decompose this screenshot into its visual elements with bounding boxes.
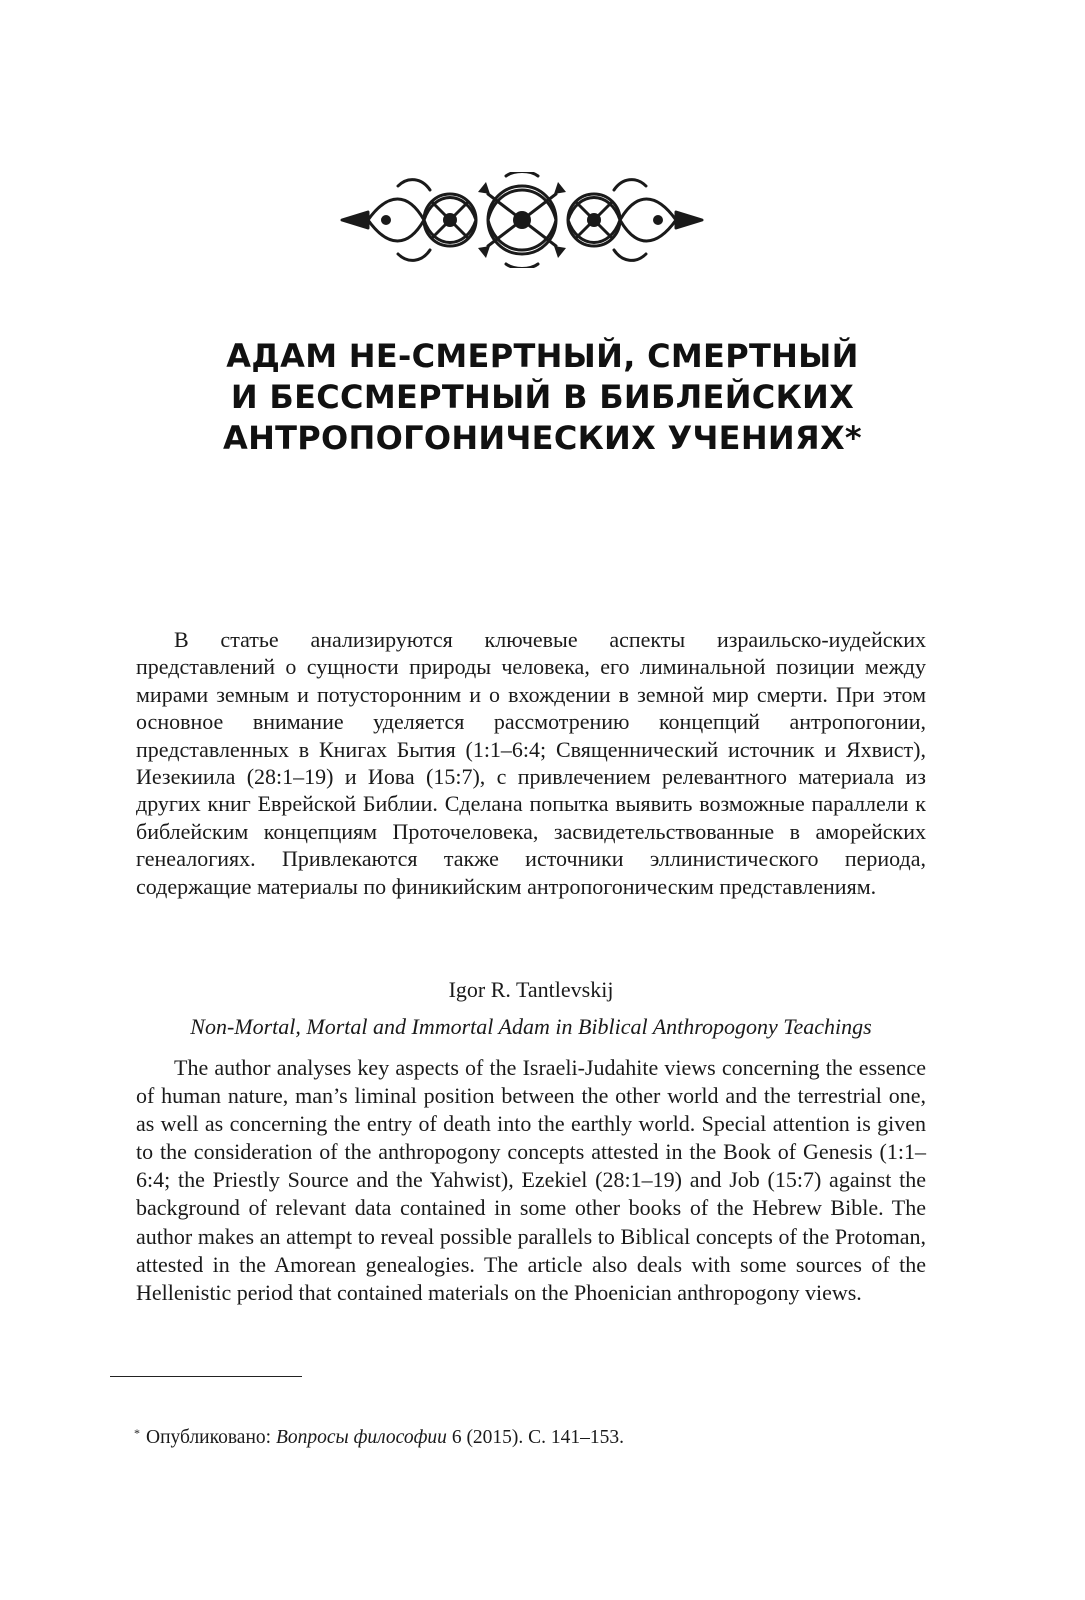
footnote-suffix: 6 (2015). С. 141–153. — [446, 1427, 625, 1448]
footnote-prefix: Опубликовано: — [146, 1427, 276, 1448]
footnote — [134, 1420, 934, 1451]
celtic-knot-ornament-icon — [338, 172, 706, 268]
article-title — [150, 336, 935, 459]
author-name: Igor R. Tantlevskij — [448, 977, 614, 1002]
footnote-marker: * — [134, 1426, 140, 1440]
title-line-2: И БЕССМЕРТНЫЙ В БИБЛЕЙСКИХ — [230, 378, 855, 416]
footnote-journal: Вопросы философии — [275, 1427, 447, 1448]
title-line-3: АНТРОПОГОНИЧЕСКИХ УЧЕНИЯХ* — [223, 419, 862, 457]
title-line-1: АДАМ НЕ-СМЕРТНЫЙ, СМЕРТНЫЙ — [226, 337, 859, 375]
abstract-russian: В статье анализируются ключевые аспекты израильско-иудейских представлений о сущности природы человека, его лиминальной позиции между мирами земным и потусторонним и о вхождении в земной мир смерти. При этом основное внимание уделяется рассмотрению концепций антропогонии, представленных в Книгах Бытия (1:1–6:4; Священнический источник и Яхвист), Иезекиила (28:1–19) и Иова (15:7), с привлечением релевантного материала из других книг Еврейской Библии. Сделана попытка выявить возможные параллели к библейским концепциям Проточеловека, засвидетельствованные в аморейских генеалогиях. Привлекаются также источники эллинистического периода, содержащие материалы по финикийским антропогоническим представлениям. — [136, 627, 926, 899]
footnote-divider — [110, 1376, 302, 1377]
article-title-english: Non-Mortal, Mortal and Immortal Adam in Biblical Anthropogony Teachings — [190, 1014, 872, 1039]
abstract-english: The author analyses key aspects of the Israeli-Judahite views concerning the essence of human nature, man’s liminal position between the other world and the terrestrial one, as well as concerning the entry of death into the earthly world. Special attention is given to the consideration of the anthropogony concepts attested in the Book of Genesis (1:1–6:4; the Priestly Source and the Yahwist), Ezekiel (28:1–19) and Job (15:7) against the background of relevant data contained in some other books of the Hebrew Bible. The author makes an attempt to reveal possible parallels to Biblical concepts of the Protoman, attested in the Amorean genealogies. The article also deals with some sources of the Hellenistic period that contained materials on the Phoenician anthropogony views. — [136, 1055, 926, 1305]
